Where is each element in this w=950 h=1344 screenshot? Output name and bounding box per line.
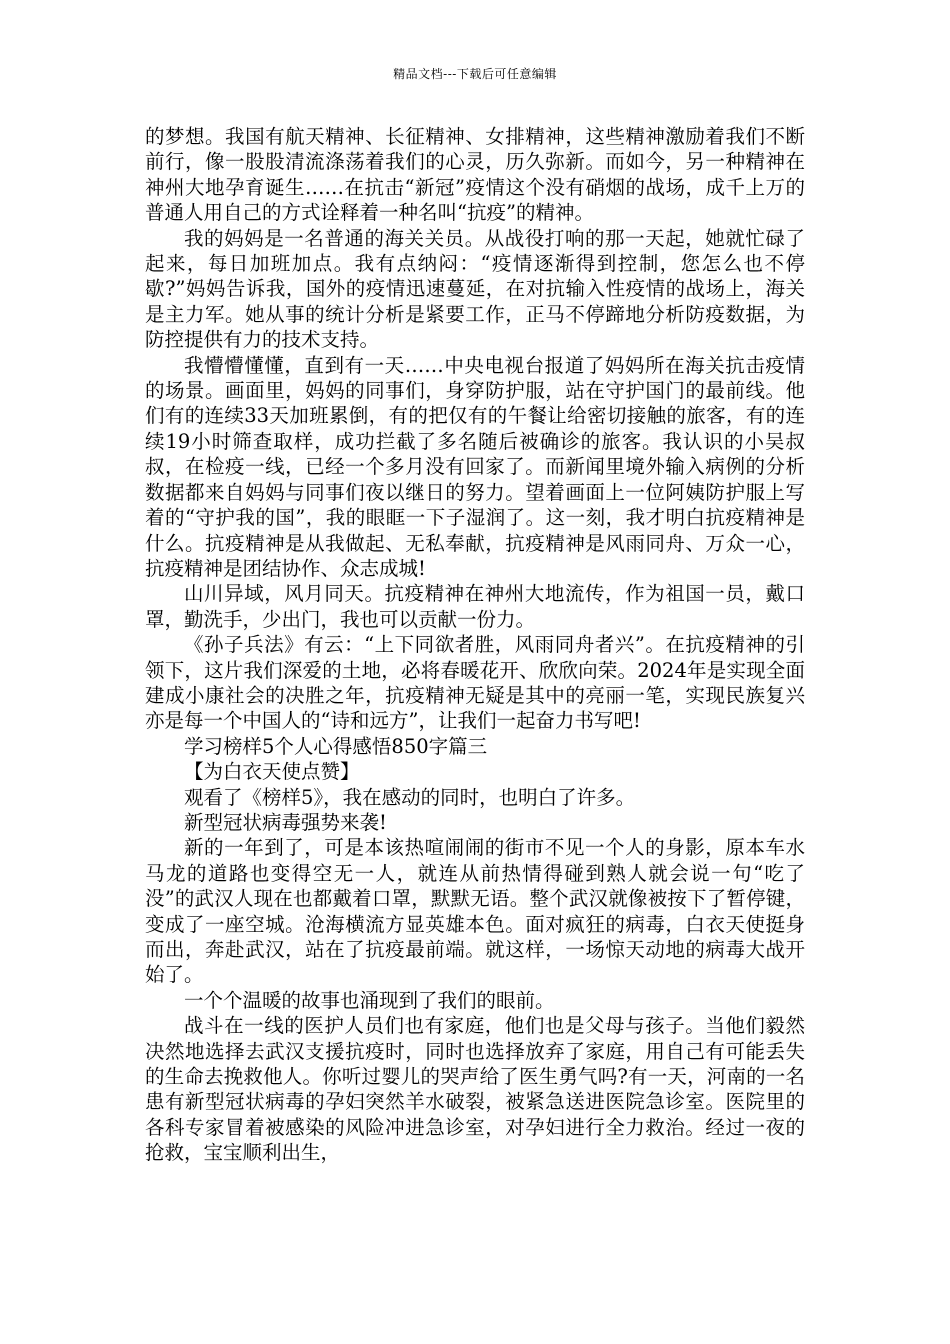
subheading: 【为白衣天使点赞】 (184, 760, 360, 784)
paragraph: 观看了《榜样5》，我在感动的同时，也明白了许多。 (184, 785, 636, 809)
page-header: 精品文档---下载后可任意编辑 (393, 67, 557, 81)
paragraph: 战斗在一线的医护人员们也有家庭，他们也是父母与孩子。当他们毅然决然地选择去武汉支援抗疫时，同时也选择放弃了家庭，用自己有可能丢失的生命去挽救他人。你听过婴儿的哭声给了医生勇气吗?有一天，河南的一名患有新型冠状病毒的孕妇突然羊水破裂，被紧急送进医院急诊室。医院里的各科专家冒着被感染的风险冲进急诊室，对孕妇进行全力救治。经过一夜的抢救，宝宝顺利出生， (145, 1014, 805, 1165)
paragraph: 山川异域，风月同天。抗疫精神在神州大地流传，作为祖国一员，戴口罩，勤洗手，少出门，我也可以贡献一份力。 (145, 582, 805, 631)
paragraph: 新的一年到了，可是本该热喧闹闹的街市不见一个人的身影，原本车水马龙的道路也变得空无一人，就连从前热情得碰到熟人就会说一句“吃了没”的武汉人现在也都戴着口罩，默默无语。整个武汉就像被按下了暂停键，变成了一座空城。沧海横流方显英雄本色。面对疯狂的病毒，白衣天使挺身而出，奔赴武汉，站在了抗疫最前端。就这样，一场惊天动地的病毒大战开始了。 (145, 836, 805, 987)
paragraph: 《孙子兵法》有云：“上下同欲者胜，风雨同舟者兴”。在抗疫精神的引领下，这片我们深爱的土地，必将春暖花开、欣欣向荣。2024年是实现全面建成小康社会的决胜之年，抗疫精神无疑是其中的亮丽一笔，实现民族复兴亦是每一个中国人的“诗和远方”，让我们一起奋力书写吧! (145, 633, 805, 733)
paragraph: 我的妈妈是一名普通的海关关员。从战役打响的那一天起，她就忙碌了起来，每日加班加点。我有点纳闷：“疫情逐渐得到控制，您怎么也不停歇?”妈妈告诉我，国外的疫情迅速蔓延，在对抗输入性疫情的战场上，海关是主力军。她从事的统计分析是紧要工作，正马不停蹄地分析防疫数据，为防控提供有力的技术支持。 (145, 226, 805, 352)
paragraph: 的梦想。我国有航天精神、长征精神、女排精神，这些精神激励着我们不断前行，像一股股清流涤荡着我们的心灵，历久弥新。而如今，另一种精神在神州大地孕育诞生……在抗击“新冠”疫情这个没有硝烟的战场，成千上万的普通人用自己的方式诠释着一种名叫“抗疫”的精神。 (145, 125, 805, 225)
paragraph: 新型冠状病毒强势来袭! (184, 810, 387, 834)
section-heading: 学习榜样5个人心得感悟850字篇三 (184, 734, 488, 758)
document-body (145, 124, 805, 1166)
paragraph: 一个个温暖的故事也涌现到了我们的眼前。 (184, 988, 555, 1012)
paragraph: 我懵懵懂懂，直到有一天……中央电视台报道了妈妈所在海关抗击疫情的场景。画面里，妈妈的同事们，身穿防护服，站在守护国门的最前线。他们有的连续33天加班累倒，有的把仅有的午餐让给密切接触的旅客，有的连续19小时筛查取样，成功拦截了多名随后被确诊的旅客。我认识的小吴叔叔，在检疫一线，已经一个多月没有回家了。而新闻里境外输入病例的分析数据都来自妈妈与同事们夜以继日的努力。望着画面上一位阿姨防护服上写着的“守护我的国”，我的眼眶一下子湿润了。这一刻，我才明白抗疫精神是什么。抗疫精神是从我做起、无私奉献，抗疫精神是风雨同舟、万众一心，抗疫精神是团结协作、众志成城! (145, 353, 805, 580)
